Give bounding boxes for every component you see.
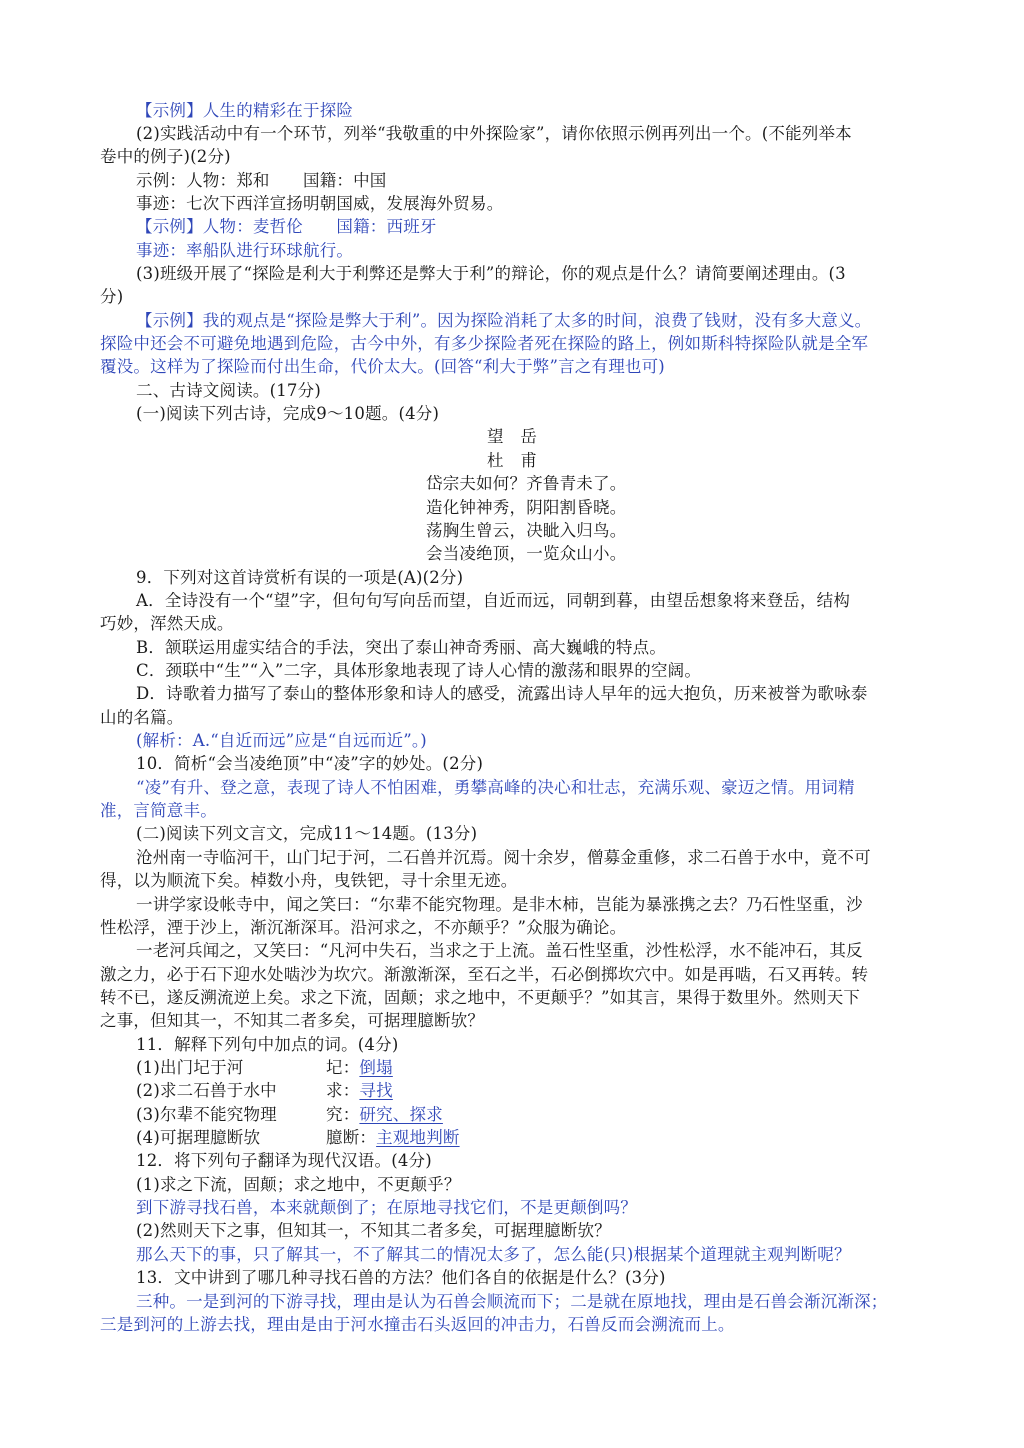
question-3-answer-cont: 探险中还会不可避免地遇到危险，古今中外，有多少探险者死在探险的路上，例如斯科特探险队就是全军 [100, 334, 869, 353]
question-11-answer: 寻找 [359, 1081, 393, 1100]
question-12: 12．将下列句子翻译为现代汉语。(4分) [136, 1151, 432, 1170]
question-11-answer: 倒塌 [359, 1058, 393, 1077]
example-person: 示例：人物：郑和 国籍：中国 [136, 171, 387, 190]
question-11-word: 圮： [326, 1058, 360, 1077]
question-11-item [136, 1080, 930, 1102]
question-11-sentence: (2)求二石兽于水中 [136, 1081, 277, 1100]
example-deeds: 事迹：七次下西洋宣扬明朝国威，发展海外贸易。 [136, 194, 504, 213]
question-9-option-c: C．颈联中“生”“入”二字，具体形象地表现了诗人心情的激荡和眼界的空阔。 [136, 661, 702, 680]
question-13-answer-cont: 三是到河的上游去找，理由是由于河水撞击石头返回的冲击力，石兽反而会溯流而上。 [100, 1315, 735, 1334]
prose-line: 转不已，遂反溯流逆上矣。求之下流，固颠；求之地中，不更颠乎？”如其言，果得于数里外。然则天下 [100, 988, 861, 1007]
question-12-part-2-answer: 那么天下的事，只了解其一，不了解其二的情况太多了，怎么能(只)根据某个道理就主观判断呢？ [136, 1245, 851, 1264]
question-11-answer: 研究、探求 [359, 1105, 443, 1124]
part-1-heading: (一)阅读下列古诗，完成9～10题。(4分) [136, 404, 440, 423]
prose-line: 性松浮，湮于沙上，渐沉渐深耳。沿河求之，不亦颠乎？”众服为确论。 [100, 918, 627, 937]
question-3: (3)班级开展了“探险是利大于利弊还是弊大于利”的辩论，你的观点是什么？请简要阐述理由。(3 [136, 264, 846, 283]
prose-line: 得，以为顺流下矣。棹数小舟，曳铁钯，寻十余里无迹。 [100, 871, 518, 890]
question-12-part-1: (1)求之下流，固颠；求之地中，不更颠乎？ [136, 1175, 461, 1194]
question-11-word: 究： [326, 1105, 360, 1124]
question-11-sentence: (1)出门圮于河 [136, 1058, 244, 1077]
question-12-part-2: (2)然则天下之事，但知其一，不知其二者多矣，可据理臆断欤？ [136, 1221, 611, 1240]
prose-line: 之事，但知其一，不知其二者多矣，可据理臆断欤？ [100, 1011, 485, 1030]
poem-line: 岱宗夫如何？齐鲁青未了。 [426, 474, 627, 493]
question-9-explanation: (解析：A.“自近而远”应是“自远而近”。) [136, 731, 427, 750]
prose-line: 一老河兵闻之，又笑曰：“凡河中失石，当求之于上流。盖石性坚重，沙性松浮，水不能冲石，其反 [136, 941, 863, 960]
poem-author: 杜 甫 [486, 451, 538, 470]
poem-title: 望 岳 [486, 427, 538, 446]
prose-line: 沧州南一寺临河干，山门圮于河，二石兽并沉焉。阅十余岁，僧募金重修，求二石兽于水中，竟不可 [136, 848, 871, 867]
section-2-heading: 二、古诗文阅读。(17分) [136, 381, 321, 400]
question-11-word: 臆断： [326, 1128, 377, 1147]
question-11-sentence: (3)尔辈不能究物理 [136, 1105, 277, 1124]
question-3-cont: 分) [100, 287, 124, 306]
question-11-item [136, 1127, 930, 1149]
question-2-intro: (2)实践活动中有一个环节，列举“我敬重的中外探险家”，请你依照示例再列出一个。(不能列举本 [136, 124, 852, 143]
question-10-answer: “凌”有升、登之意，表现了诗人不怕困难，勇攀高峰的决心和壮志，充满乐观、豪迈之情。用词精 [136, 778, 855, 797]
sample-topic: 【示例】人生的精彩在于探险 [136, 101, 354, 120]
question-9-option-d-cont: 山的名篇。 [100, 708, 184, 727]
answer-deeds: 事迹：率船队进行环球航行。 [136, 241, 354, 260]
question-9-option-b: B．颔联运用虚实结合的手法，突出了泰山神奇秀丽、高大巍峨的特点。 [136, 638, 667, 657]
question-11: 11．解释下列句中加点的词。(4分) [136, 1035, 399, 1054]
question-9: 9．下列对这首诗赏析有误的一项是(A)(2分) [136, 568, 464, 587]
prose-line: 激之力，必于石下迎水处啮沙为坎穴。渐激渐深，至石之半，石必倒掷坎穴中。如是再啮，石又再转。转 [100, 965, 869, 984]
question-10: 10．简析“会当凌绝顶”中“凌”字的妙处。(2分) [136, 754, 484, 773]
question-11-item [136, 1057, 930, 1079]
question-13-answer: 三种。一是到河的下游寻找，理由是认为石兽会顺流而下；二是就在原地找，理由是石兽会渐沉渐深； [136, 1292, 888, 1311]
question-11-word: 求： [326, 1081, 360, 1100]
question-12-part-1-answer: 到下游寻找石兽，本来就颠倒了；在原地寻找它们，不是更颠倒吗？ [136, 1198, 637, 1217]
question-9-option-a-cont: 巧妙，浑然天成。 [100, 614, 234, 633]
answer-person: 【示例】人物：麦哲伦 国籍：西班牙 [136, 217, 437, 236]
question-3-answer: 【示例】我的观点是“探险是弊大于利”。因为探险消耗了太多的时间，浪费了钱财，没有多大意义。 [136, 311, 872, 330]
question-11-answer: 主观地判断 [376, 1128, 460, 1147]
question-13: 13．文中讲到了哪几种寻找石兽的方法？他们各自的依据是什么？(3分) [136, 1268, 666, 1287]
part-2-heading: (二)阅读下列文言文，完成11～14题。(13分) [136, 824, 478, 843]
question-10-answer-cont: 准，言简意丰。 [100, 801, 217, 820]
question-9-option-a: A．全诗没有一个“望”字，但句句写向岳而望，自近而远，同朝到暮，由望岳想象将来登岳，结构 [136, 591, 851, 610]
question-9-option-d: D．诗歌着力描写了泰山的整体形象和诗人的感受，流露出诗人早年的远大抱负，历来被誉为歌咏泰 [136, 684, 868, 703]
question-11-item [136, 1104, 930, 1126]
prose-line: 一讲学家设帐寺中，闻之笑曰：“尔辈不能究物理。是非木柿，岂能为暴涨携之去？乃石性坚重，沙 [136, 895, 863, 914]
question-3-answer-end: 覆没。这样为了探险而付出生命，代价太大。(回答“利大于弊”言之有理也可) [100, 357, 665, 376]
poem-line: 荡胸生曾云，决眦入归鸟。 [426, 521, 627, 540]
poem-line: 造化钟神秀，阴阳割昏晓。 [426, 498, 627, 517]
poem-line: 会当凌绝顶，一览众山小。 [426, 544, 627, 563]
question-2-intro-cont: 卷中的例子)(2分) [100, 147, 231, 166]
question-11-sentence: (4)可据理臆断欤 [136, 1128, 261, 1147]
